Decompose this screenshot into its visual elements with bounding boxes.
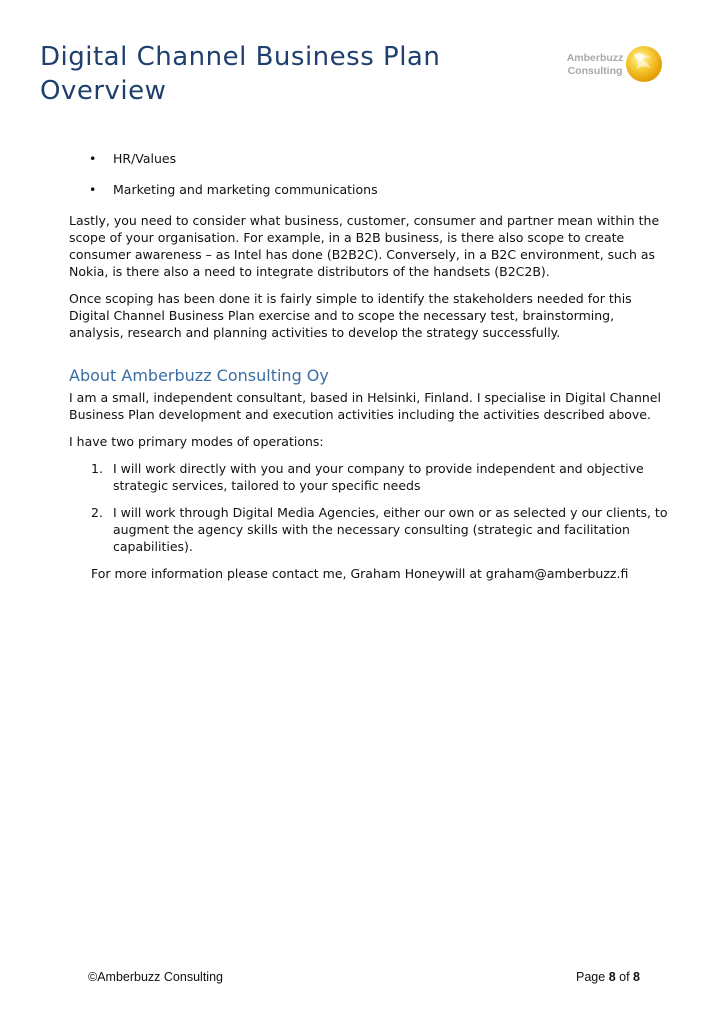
paragraph-stakeholders: Once scoping has been done it is fairly simple to identify the stakeholders needed for this Digital Channel Business Plan exercise and to scope the necessary test, brainstorming, analysis, research and planning activities to develop the strategy successfully.: [69, 291, 632, 340]
paragraph-modes-intro: I have two primary modes of operations:: [69, 434, 324, 449]
list-item: [69, 460, 669, 494]
main-content: [69, 150, 669, 582]
contact-line: For more information please contact me, Graham Honeywill at graham@amberbuzz.fi: [91, 566, 629, 581]
logo-text-line1: Amberbuzz: [566, 52, 624, 64]
footer-page-number: [576, 968, 640, 986]
page-footer: [88, 968, 640, 988]
footer-copyright: ©Amberbuzz Consulting: [88, 970, 223, 984]
logo-text: [560, 52, 630, 78]
logo-text-line2: Consulting: [567, 65, 623, 77]
amber-orb-icon: [624, 44, 664, 84]
list-item-text: I will work through Digital Media Agencies, either our own or as selected y our clients, to augment the agency skills with the necessary consulting (strategic and facilitation capabilities).: [113, 505, 668, 554]
bullet-text: Marketing and marketing communications: [113, 182, 378, 197]
list-item-text: I will work directly with you and your company to provide independent and objective strategic services, tailored to your specific needs: [113, 461, 644, 493]
list-number: 2.: [91, 505, 103, 520]
list-item: [69, 504, 669, 555]
modes-list: [69, 460, 669, 555]
bullet-list: [69, 150, 669, 198]
bullet-text: HR/Values: [113, 151, 177, 166]
list-number: 1.: [91, 461, 103, 476]
page-of: of: [619, 970, 630, 984]
page-current: 8: [608, 970, 616, 984]
bullet-icon: •: [89, 182, 97, 197]
bullet-icon: •: [89, 151, 97, 166]
section-heading-about: About Amberbuzz Consulting Oy: [69, 366, 329, 385]
page-title: Digital Channel Business Plan Overview: [40, 42, 441, 106]
company-logo: [560, 44, 670, 90]
page-total: 8: [633, 970, 640, 984]
list-item: [69, 150, 669, 167]
page-label: Page: [576, 970, 606, 984]
list-item: [69, 181, 669, 198]
paragraph-about-intro: I am a small, independent consultant, based in Helsinki, Finland. I specialise in Digital Channel Business Plan development and execution activities including the activities described above.: [69, 390, 661, 422]
paragraph-scope: Lastly, you need to consider what business, customer, consumer and partner mean within the scope of your organisation. For example, in a B2B business, is there also scope to create consumer awareness – as Intel has done (B2B2C). Conversely, in a B2C environment, such as Nokia, is there also a need to integrate distributors of the handsets (B2C2B).: [69, 213, 660, 279]
